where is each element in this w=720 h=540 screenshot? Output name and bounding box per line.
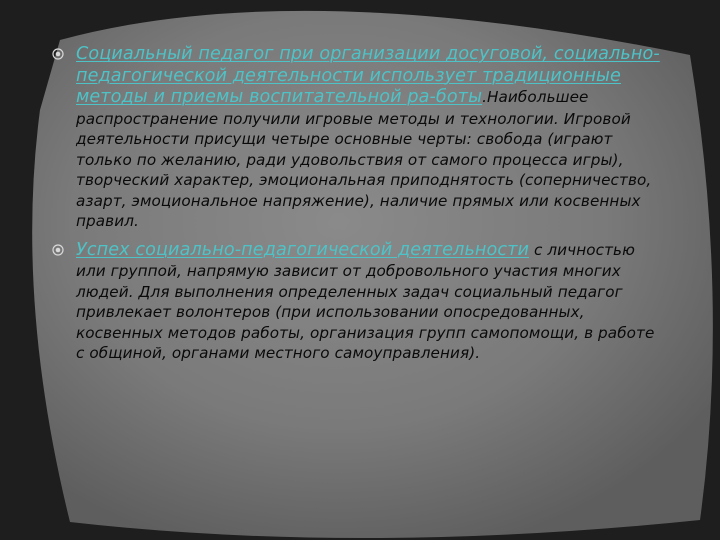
slide-content: [46, 44, 666, 364]
bullet-lead-text: Социальный педагог при организации досуговой, социально-педагогической деятельности использует традиционные методы и приемы воспитательной ра-боты: [76, 44, 660, 107]
circled-dot-icon: [52, 48, 64, 60]
bullet-body-text: с личностью или группой, напрямую зависит от добровольного участия многих людей. Для выполнения определенных задач социальный педагог привлекает волонтеров (при использовании опосредованных, косвенных методов работы, организация групп самопомощи, в работе с общиной, органами местного самоуправления).: [76, 240, 655, 362]
bullet-item: [46, 44, 666, 232]
bullet-item: [46, 240, 666, 364]
bullet-body-text: .Наибольшее распространение получили игровые методы и технологии. Игровой деятельности присущи четыре основные черты: свобода (играют только по желанию, ради удовольствия от самого процесса игры), творческий характер, эмоциональная приподнятость (соперничество, азарт, эмоциональное напряжение), наличие прямых или косвенных правил.: [76, 88, 652, 230]
circled-dot-icon: [52, 244, 64, 256]
bullet-lead-text: Успех социально-педагогической деятельности: [76, 239, 530, 260]
